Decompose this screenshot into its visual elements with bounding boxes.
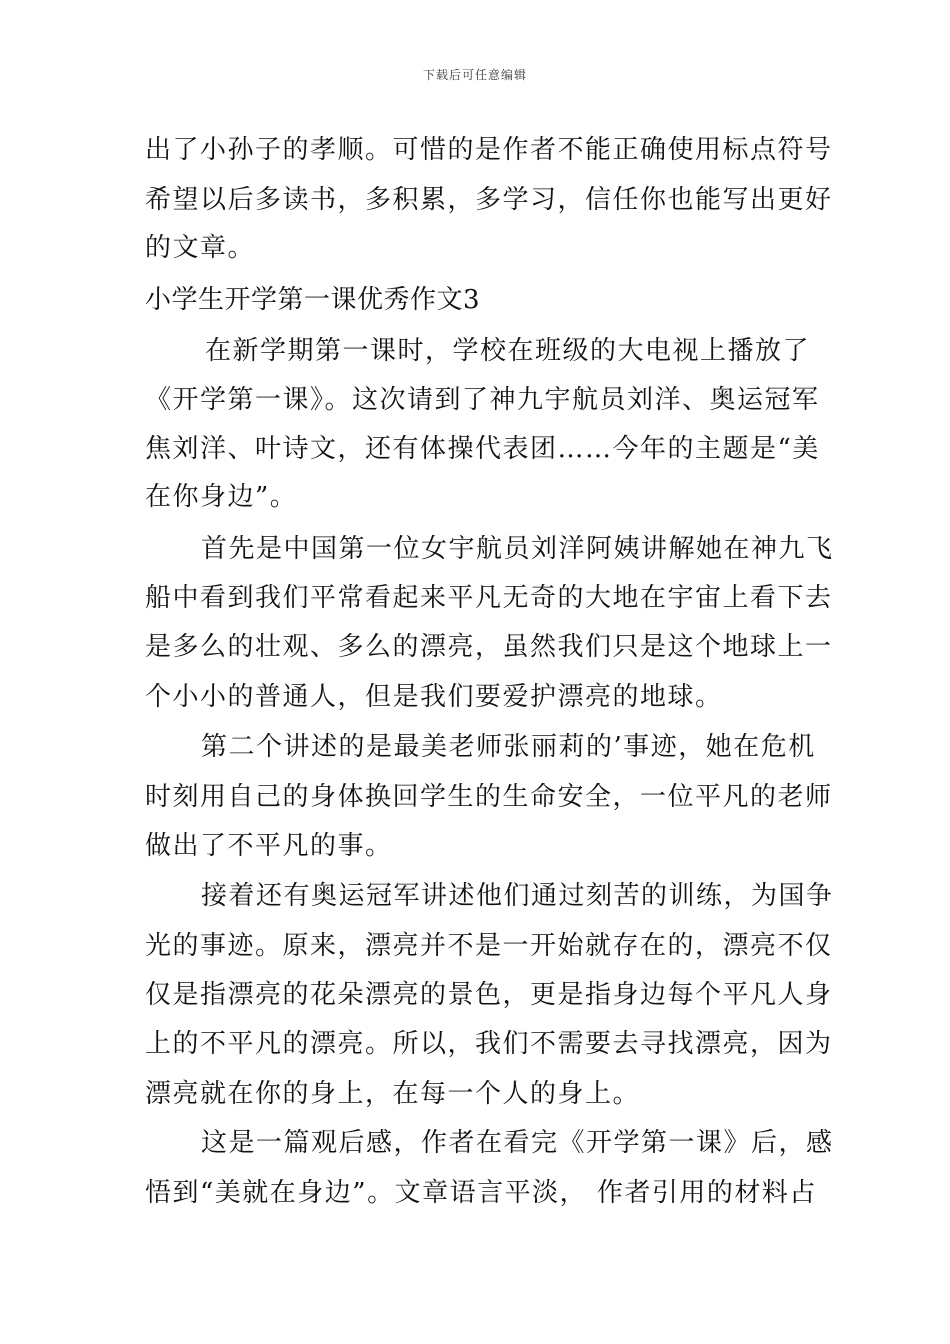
text-line: 焦刘洋、叶诗文，还有体操代表团……今年的主题是“美 bbox=[145, 434, 820, 464]
section-title: 小学生开学第一课优秀作文3 bbox=[145, 285, 481, 315]
text-line: 希望以后多读书，多积累，多学习，信任你也能写出更好 bbox=[145, 185, 833, 215]
text-line: 在你身边”。 bbox=[145, 482, 298, 512]
text-line: 悟到“美就在身边”。文章语言平淡， 作者引用的材料占 bbox=[145, 1178, 817, 1208]
text-line: 这是一篇观后感，作者在看完《开学第一课》后，感 bbox=[201, 1128, 834, 1158]
text-line: 接着还有奥运冠军讲述他们通过刻苦的训练，为国争 bbox=[201, 881, 834, 911]
text-line: 做出了不平凡的事。 bbox=[145, 831, 393, 861]
page-header: 下载后可任意编辑 bbox=[422, 68, 527, 82]
text-line: 首先是中国第一位女宇航员刘洋阿姨讲解她在神九飞 bbox=[201, 534, 834, 564]
text-line: 出了小孙子的孝顺。可惜的是作者不能正确使用标点符号 bbox=[145, 135, 833, 165]
text-line: 在新学期第一课时，学校在班级的大电视上播放了 bbox=[205, 336, 811, 366]
text-line: 漂亮就在你的身上，在每一个人的身上。 bbox=[145, 1079, 641, 1109]
text-line: 是多么的壮观、多么的漂亮，虽然我们只是这个地球上一 bbox=[145, 632, 833, 662]
text-line: 《开学第一课》。这次请到了神九宇航员刘洋、奥运冠军 bbox=[145, 385, 820, 415]
text-line: 第二个讲述的是最美老师张丽莉的’事迹，她在危机 bbox=[201, 732, 816, 762]
text-line: 个小小的普通人，但是我们要爱护漂亮的地球。 bbox=[145, 682, 723, 712]
text-line: 仅是指漂亮的花朵漂亮的景色，更是指身边每个平凡人身 bbox=[145, 980, 833, 1010]
text-line: 上的不平凡的漂亮。所以，我们不需要去寻找漂亮，因为 bbox=[145, 1029, 833, 1059]
text-line: 光的事迹。原来，漂亮并不是一开始就存在的，漂亮不仅 bbox=[145, 931, 833, 961]
text-line: 时刻用自己的身体换回学生的生命安全，一位平凡的老师 bbox=[145, 782, 833, 812]
text-line: 船中看到我们平常看起来平凡无奇的大地在宇宙上看下去 bbox=[145, 583, 833, 613]
text-line: 的文章。 bbox=[145, 233, 256, 263]
